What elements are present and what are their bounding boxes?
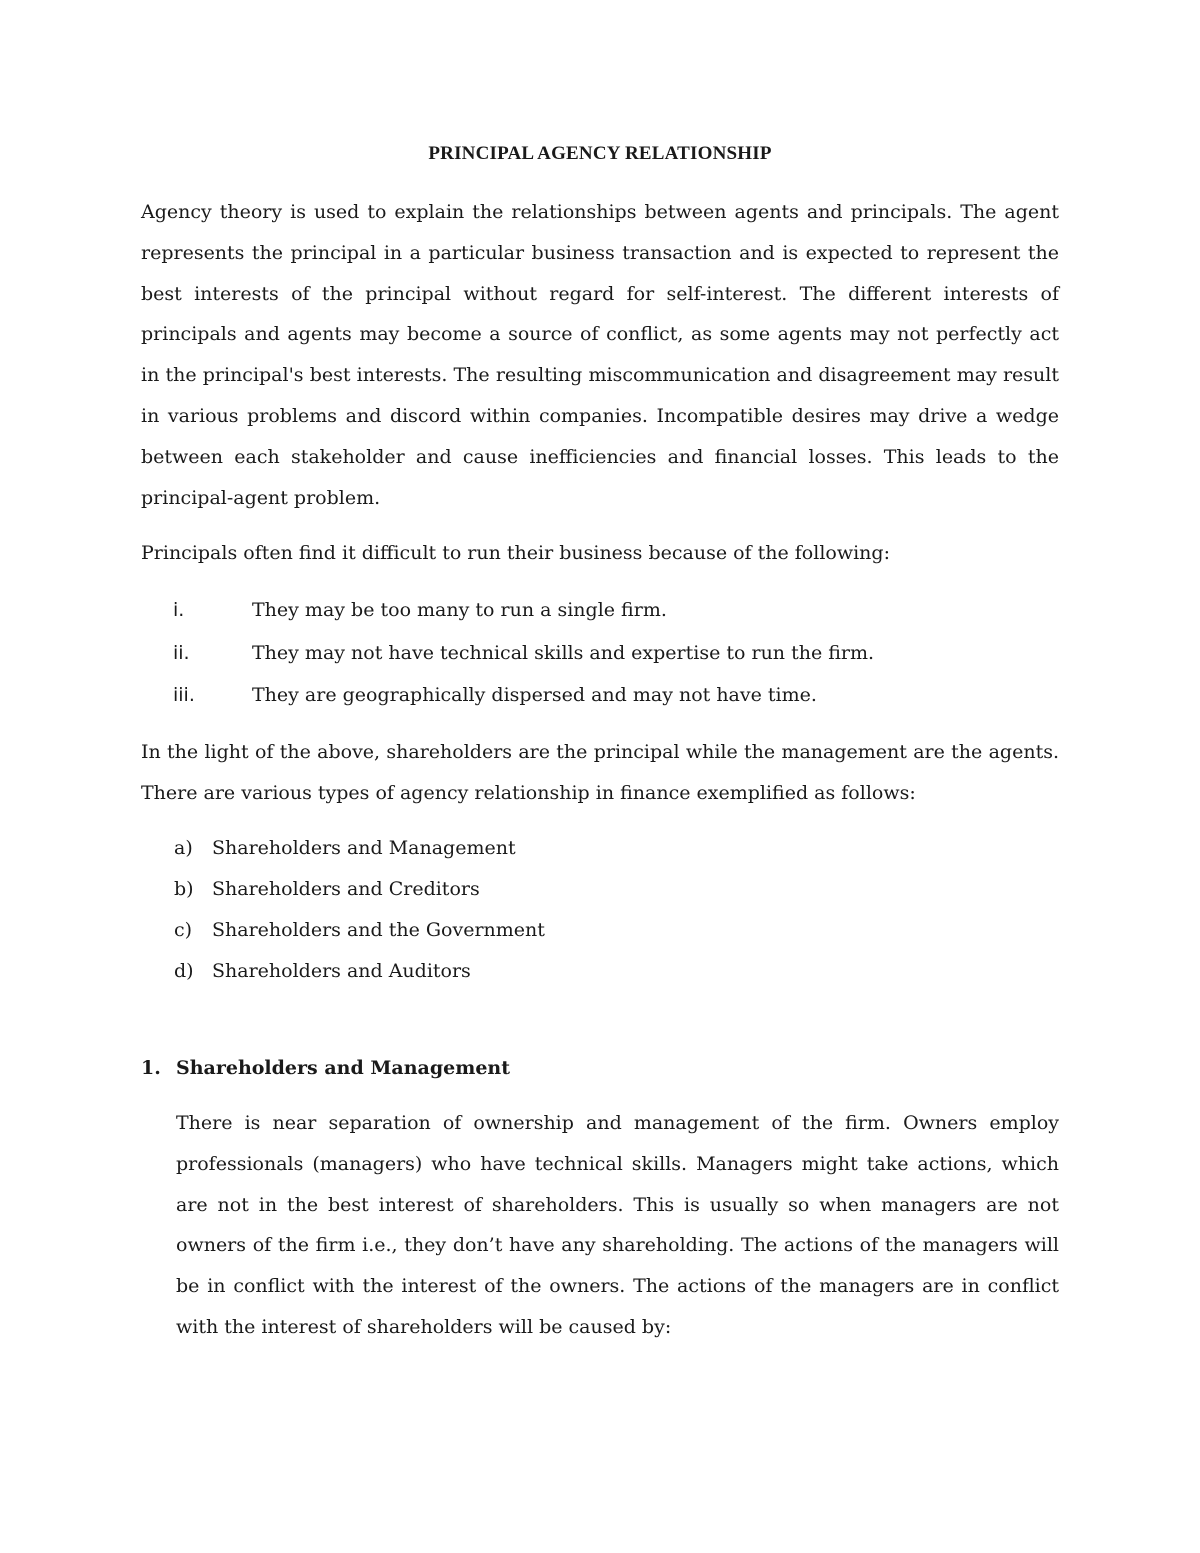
list-item-text: They are geographically dispersed and may not have time. — [252, 684, 817, 706]
list-item-text: Shareholders and Creditors — [212, 878, 480, 900]
list-item — [0, 680, 1200, 710]
list-item-text: They may be too many to run a single firm. — [252, 599, 667, 621]
list-marker: d) — [174, 960, 194, 982]
list-item — [0, 638, 1200, 668]
light-paragraph: In the light of the above, shareholders are the principal while the management are the agents. There are various types of agency relationship in finance exemplified as follows: — [141, 741, 1059, 804]
list-item — [0, 956, 1200, 986]
intro-paragraph: Agency theory is used to explain the relationships between agents and principals. The agent represents the principal in a particular business transaction and is expected to represent the best interests of the principal without regard for self-interest. The different interests of principals and agents may become a source of conflict, as some agents may not perfectly act in the principal's best interests. The resulting miscommunication and disagreement may result in various problems and discord within companies. Incompatible desires may drive a wedge between each stakeholder and cause inefficiencies and financial losses. This leads to the principal-agent problem. — [141, 201, 1059, 509]
section-title: Shareholders and Management — [176, 1057, 510, 1079]
difficulty-intro: Principals often find it difficult to run their business because of the following: — [141, 542, 890, 564]
list-marker: b) — [174, 878, 194, 900]
list-item — [0, 874, 1200, 904]
list-item-text: Shareholders and Management — [212, 837, 516, 859]
list-item — [0, 915, 1200, 945]
list-item — [0, 595, 1200, 625]
document-title: PRINCIPAL AGENCY RELATIONSHIP — [428, 143, 772, 164]
list-item-text: They may not have technical skills and expertise to run the firm. — [252, 642, 875, 664]
list-item-text: Shareholders and the Government — [212, 919, 545, 941]
section-number: 1. — [141, 1057, 161, 1079]
list-item — [0, 833, 1200, 863]
list-marker: iii. — [173, 684, 195, 706]
section-heading — [141, 1053, 1041, 1083]
list-marker: a) — [174, 837, 193, 859]
section-body: There is near separation of ownership and management of the firm. Owners employ professionals (managers) who have technical skills. Managers might take actions, which are not in the best interest of shareholders. This is usually so when managers are not owners of the firm i.e., they don’t have any shareholding. The actions of the managers will be in conflict with the interest of the owners. The actions of the managers are in conflict with the interest of shareholders will be caused by: — [176, 1112, 1059, 1338]
list-marker: ii. — [173, 642, 190, 664]
list-marker: c) — [174, 919, 193, 941]
list-marker: i. — [173, 599, 185, 621]
list-item-text: Shareholders and Auditors — [212, 960, 471, 982]
